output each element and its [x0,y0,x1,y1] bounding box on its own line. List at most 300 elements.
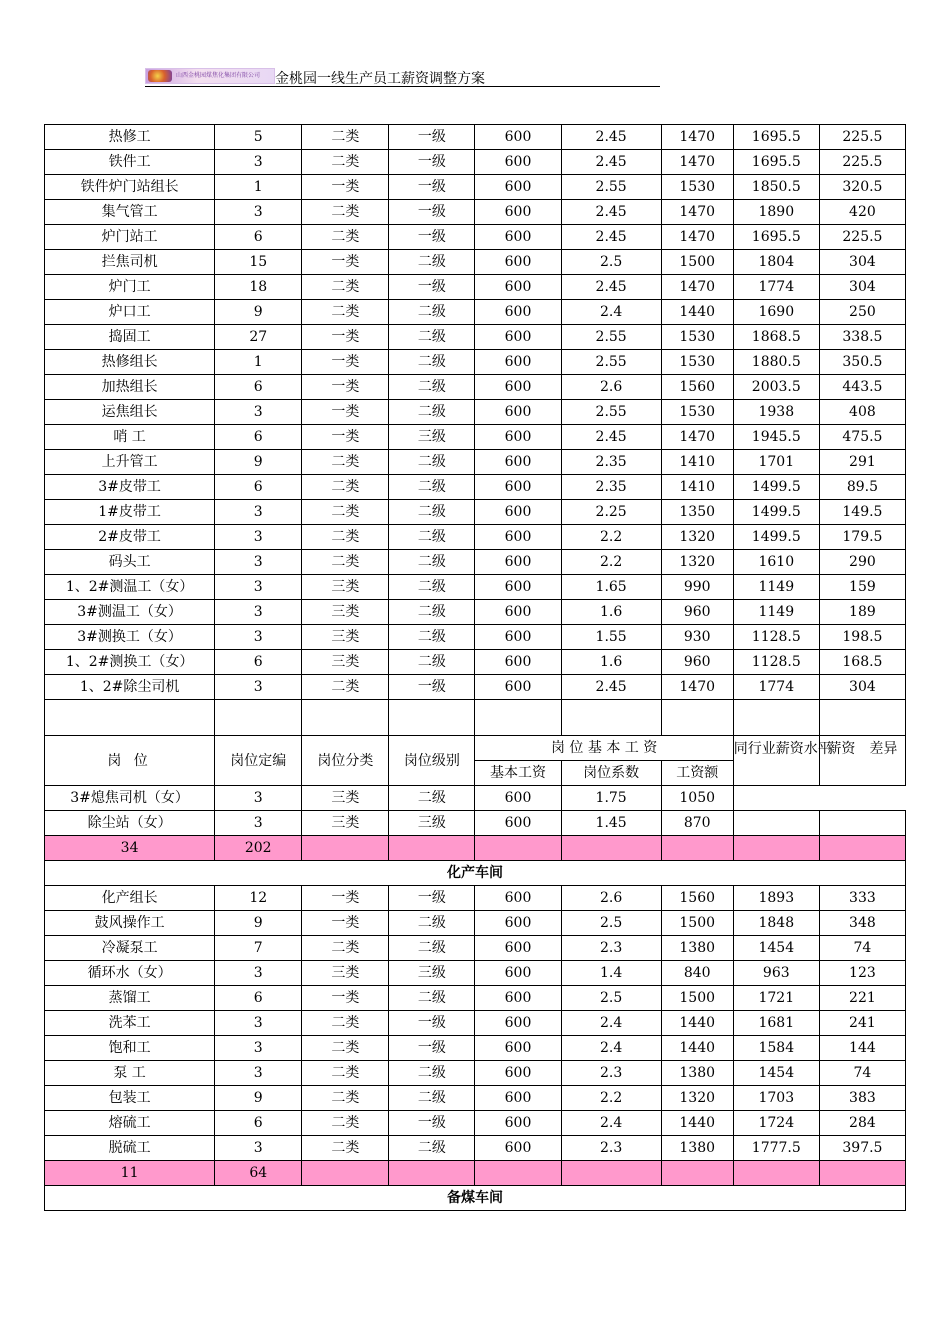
cell-post: 3#熄焦司机（女） [45,786,215,811]
cell-level: 二级 [389,650,475,675]
cell-base: 600 [475,936,561,961]
cell-coef: 2.4 [561,1036,661,1061]
cell-diff: 348 [819,911,905,936]
cell-coef: 2.55 [561,350,661,375]
subtotal-empty [561,836,661,861]
table-row [45,886,906,911]
cell-quota: 3 [215,1061,302,1086]
cell-coef: 2.6 [561,886,661,911]
cell-industry: 1610 [733,550,819,575]
cell-base: 600 [475,1136,561,1161]
cell-post: 热修工 [45,125,215,150]
cell-level: 二级 [389,936,475,961]
cell-industry: 1149 [733,575,819,600]
cell-category: 二类 [302,936,389,961]
cell-industry: 1945.5 [733,425,819,450]
table-row [45,575,906,600]
subtotal-empty [389,1161,475,1186]
cell-base: 600 [475,125,561,150]
cell-level: 二级 [389,325,475,350]
table-row [45,1136,906,1161]
cell-coef: 2.3 [561,1061,661,1086]
cell-diff: 338.5 [819,325,905,350]
cell-level: 二级 [389,550,475,575]
cell-post: 3#皮带工 [45,475,215,500]
cell-industry: 1868.5 [733,325,819,350]
cell-category: 一类 [302,350,389,375]
cell-base: 600 [475,200,561,225]
cell-base: 600 [475,811,561,836]
table-row [45,1036,906,1061]
cell-industry: 1695.5 [733,150,819,175]
cell-category: 三类 [302,575,389,600]
cell-quota: 3 [215,525,302,550]
cell-quota: 9 [215,300,302,325]
cell-coef: 2.35 [561,475,661,500]
cell-industry: 1681 [733,1011,819,1036]
cell-post: 码头工 [45,550,215,575]
cell-industry: 1499.5 [733,500,819,525]
table-row [45,911,906,936]
cell-coef: 2.45 [561,675,661,700]
cell-base: 600 [475,1086,561,1111]
cell-post: 3#测温工（女） [45,600,215,625]
cell-coef: 2.55 [561,400,661,425]
logo-mark-icon [148,70,172,82]
cell-quota: 3 [215,200,302,225]
subtotal-empty [819,836,905,861]
header-row-1 [45,736,906,761]
cell-quota: 9 [215,911,302,936]
cell-level: 一级 [389,275,475,300]
table-body-chem [45,886,906,1211]
cell-amount: 1500 [661,986,733,1011]
cell-quota: 6 [215,375,302,400]
cell-coef: 2.2 [561,550,661,575]
cell-coef: 2.25 [561,500,661,525]
cell-base: 600 [475,350,561,375]
table-row [45,325,906,350]
col-header-base: 基本工资 [475,761,561,786]
logo-text: 山西金桃园煤焦化集团有限公司 [176,72,261,79]
cell-level: 二级 [389,250,475,275]
cell-industry: 1584 [733,1036,819,1061]
cell-amount: 1410 [661,450,733,475]
cell-industry: 1848 [733,911,819,936]
cell-industry: 1777.5 [733,1136,819,1161]
cell-diff: 320.5 [819,175,905,200]
cell-amount: 1470 [661,225,733,250]
cell-post: 上升管工 [45,450,215,475]
cell-amount: 1440 [661,300,733,325]
cell-amount: 1380 [661,1061,733,1086]
cell-post: 加热组长 [45,375,215,400]
cell-diff: 89.5 [819,475,905,500]
cell-diff: 350.5 [819,350,905,375]
table-row [45,936,906,961]
cell-post: 铁件工 [45,150,215,175]
cell-coef: 1.4 [561,961,661,986]
cell-diff: 74 [819,936,905,961]
cell-level: 三级 [389,811,475,836]
table-row [45,1061,906,1086]
section-title: 化产车间 [45,861,906,886]
table-row [45,125,906,150]
cell-amount: 1530 [661,350,733,375]
subtotal-quota: 64 [215,1161,302,1186]
cell-base: 600 [475,986,561,1011]
cell-quota: 3 [215,1011,302,1036]
cell-category: 一类 [302,175,389,200]
cell-post: 泵 工 [45,1061,215,1086]
cell-diff: 291 [819,450,905,475]
cell-coef: 2.45 [561,200,661,225]
cell-diff: 290 [819,550,905,575]
cell-base: 600 [475,911,561,936]
cell-diff: 304 [819,675,905,700]
cell-amount: 870 [661,811,733,836]
cell-base: 600 [475,1011,561,1036]
document-title: 金桃园一线生产员工薪资调整方案 [275,71,485,87]
section-row [45,861,906,886]
cell-amount: 1380 [661,1136,733,1161]
table-row [45,600,906,625]
table-row [45,300,906,325]
cell-quota: 3 [215,811,302,836]
cell-category: 一类 [302,986,389,1011]
cell-diff: 420 [819,200,905,225]
cell-level: 二级 [389,575,475,600]
cell-base: 600 [475,675,561,700]
cell-base: 600 [475,1061,561,1086]
subtotal-empty [561,1161,661,1186]
cell-coef: 2.3 [561,936,661,961]
cell-level: 一级 [389,125,475,150]
table-header-block [45,700,906,786]
cell-coef: 2.55 [561,325,661,350]
cell-level: 三级 [389,425,475,450]
cell-category: 一类 [302,400,389,425]
cell-quota: 9 [215,450,302,475]
cell-coef: 1.45 [561,811,661,836]
cell-industry: 2003.5 [733,375,819,400]
col-header-diff: 薪资 差异 [819,736,905,786]
table-body-middle [45,786,906,886]
company-logo [145,68,275,84]
cell-post: 捣固工 [45,325,215,350]
cell-level: 二级 [389,911,475,936]
table-row [45,811,906,836]
col-header-level: 岗位级别 [389,736,475,786]
cell-diff: 304 [819,275,905,300]
col-header-category: 岗位分类 [302,736,389,786]
cell-quota: 3 [215,600,302,625]
cell-level: 二级 [389,1136,475,1161]
cell-diff: 284 [819,1111,905,1136]
cell-quota: 3 [215,575,302,600]
cell-base: 600 [475,425,561,450]
subtotal-count: 11 [45,1161,215,1186]
cell-post: 化产组长 [45,886,215,911]
cell-coef: 2.5 [561,250,661,275]
cell-industry: 1938 [733,400,819,425]
cell-quota: 3 [215,500,302,525]
cell-diff: 179.5 [819,525,905,550]
cell-diff: 144 [819,1036,905,1061]
cell-base: 600 [475,1036,561,1061]
cell-category: 三类 [302,600,389,625]
cell-coef: 1.65 [561,575,661,600]
cell-level: 二级 [389,400,475,425]
table-row [45,1111,906,1136]
cell-level: 二级 [389,986,475,1011]
cell-coef: 1.75 [561,786,661,811]
cell-base: 600 [475,1111,561,1136]
page-header [145,66,660,87]
subtotal-empty [302,1161,389,1186]
cell-diff: 198.5 [819,625,905,650]
cell-level: 二级 [389,1061,475,1086]
cell-diff: 225.5 [819,225,905,250]
cell-post: 洗苯工 [45,1011,215,1036]
cell-industry: 1128.5 [733,625,819,650]
cell-coef: 2.5 [561,986,661,1011]
cell-amount: 1560 [661,886,733,911]
cell-industry: 1149 [733,600,819,625]
cell-coef: 2.45 [561,275,661,300]
cell-category: 三类 [302,786,389,811]
cell-category: 一类 [302,375,389,400]
cell-amount: 1470 [661,425,733,450]
subtotal-empty [661,1161,733,1186]
cell-post: 炉门工 [45,275,215,300]
salary-table [44,124,906,1211]
cell-coef: 2.2 [561,1086,661,1111]
cell-amount: 1470 [661,125,733,150]
cell-post: 除尘站（女） [45,811,215,836]
cell-coef: 1.6 [561,600,661,625]
cell-industry: 1850.5 [733,175,819,200]
cell-coef: 2.55 [561,175,661,200]
cell-post: 循环水（女） [45,961,215,986]
cell-category: 二类 [302,200,389,225]
cell-amount: 1470 [661,200,733,225]
cell-diff: 304 [819,250,905,275]
cell-post: 饱和工 [45,1036,215,1061]
cell-quota: 3 [215,550,302,575]
cell-level: 二级 [389,350,475,375]
cell-quota: 6 [215,425,302,450]
cell-coef: 2.4 [561,1111,661,1136]
cell-coef: 2.6 [561,375,661,400]
cell-industry: 1890 [733,200,819,225]
cell-industry: 963 [733,961,819,986]
table-row [45,1011,906,1036]
cell-quota: 6 [215,225,302,250]
cell-base: 600 [475,650,561,675]
cell-level: 一级 [389,225,475,250]
cell-level: 二级 [389,525,475,550]
cell-category: 三类 [302,625,389,650]
cell-level: 一级 [389,175,475,200]
cell-category: 一类 [302,325,389,350]
cell-base: 600 [475,886,561,911]
cell-amount: 1350 [661,500,733,525]
cell-quota: 6 [215,475,302,500]
cell-level: 三级 [389,961,475,986]
cell-post: 冷凝泵工 [45,936,215,961]
cell-quota: 3 [215,400,302,425]
cell-diff: 250 [819,300,905,325]
cell-level: 二级 [389,1086,475,1111]
cell-amount: 1440 [661,1111,733,1136]
cell-industry: 1695.5 [733,125,819,150]
table-row [45,961,906,986]
subtotal-row [45,836,906,861]
cell-diff: 149.5 [819,500,905,525]
cell-post: 蒸馏工 [45,986,215,1011]
cell-base: 600 [475,475,561,500]
cell-base: 600 [475,550,561,575]
cell-amount: 1320 [661,525,733,550]
cell-amount: 1410 [661,475,733,500]
cell-level: 一级 [389,1111,475,1136]
cell-post: 炉口工 [45,300,215,325]
cell-category: 二类 [302,675,389,700]
cell-level: 二级 [389,375,475,400]
cell-category: 二类 [302,300,389,325]
cell-industry: 1454 [733,936,819,961]
cell-level: 二级 [389,300,475,325]
cell-quota: 27 [215,325,302,350]
cell-amount: 930 [661,625,733,650]
cell-industry [733,811,819,836]
subtotal-quota: 202 [215,836,302,861]
table-row [45,350,906,375]
cell-base: 600 [475,786,561,811]
cell-post: 3#测换工（女） [45,625,215,650]
cell-base: 600 [475,400,561,425]
cell-diff: 123 [819,961,905,986]
subtotal-empty [661,836,733,861]
cell-category: 二类 [302,1086,389,1111]
cell-diff: 168.5 [819,650,905,675]
col-header-post: 岗 位 [45,736,215,786]
cell-base: 600 [475,225,561,250]
cell-amount: 1320 [661,550,733,575]
cell-base: 600 [475,150,561,175]
cell-quota: 3 [215,961,302,986]
subtotal-row [45,1161,906,1186]
subtotal-empty [475,1161,561,1186]
table-row [45,525,906,550]
cell-diff: 397.5 [819,1136,905,1161]
cell-coef: 2.4 [561,300,661,325]
table-row [45,275,906,300]
cell-quota: 9 [215,1086,302,1111]
cell-coef: 2.2 [561,525,661,550]
cell-coef: 2.3 [561,1136,661,1161]
cell-category: 二类 [302,1111,389,1136]
cell-level: 一级 [389,1036,475,1061]
cell-post: 1、2#测换工（女） [45,650,215,675]
table-row [45,675,906,700]
cell-post: 2#皮带工 [45,525,215,550]
cell-diff: 241 [819,1011,905,1036]
cell-amount: 1500 [661,250,733,275]
cell-diff: 475.5 [819,425,905,450]
cell-base: 600 [475,450,561,475]
table-row [45,450,906,475]
cell-category: 三类 [302,650,389,675]
cell-quota: 6 [215,1111,302,1136]
cell-level: 一级 [389,886,475,911]
cell-industry: 1774 [733,275,819,300]
col-header-quota: 岗位定编 [215,736,302,786]
cell-amount: 840 [661,961,733,986]
cell-industry: 1499.5 [733,475,819,500]
cell-category: 二类 [302,500,389,525]
table-row [45,1086,906,1111]
col-header-coef: 岗位系数 [561,761,661,786]
cell-category: 二类 [302,275,389,300]
table-row [45,250,906,275]
cell-amount: 1380 [661,936,733,961]
cell-category: 一类 [302,886,389,911]
cell-category: 二类 [302,150,389,175]
cell-post: 熔硫工 [45,1111,215,1136]
col-header-base-group: 岗 位 基 本 工 资 [475,736,733,761]
cell-quota: 3 [215,150,302,175]
cell-base: 600 [475,325,561,350]
table-row [45,500,906,525]
cell-level: 二级 [389,600,475,625]
cell-diff: 74 [819,1061,905,1086]
cell-post: 1#皮带工 [45,500,215,525]
cell-amount: 1560 [661,375,733,400]
cell-quota: 6 [215,986,302,1011]
cell-category: 一类 [302,911,389,936]
cell-amount: 1320 [661,1086,733,1111]
table-row [45,650,906,675]
cell-post: 拦焦司机 [45,250,215,275]
cell-diff: 189 [819,600,905,625]
cell-quota: 18 [215,275,302,300]
cell-coef: 1.6 [561,650,661,675]
cell-industry: 1703 [733,1086,819,1111]
cell-diff [819,811,905,836]
cell-amount: 1500 [661,911,733,936]
cell-quota: 3 [215,625,302,650]
table-row [45,200,906,225]
blank-row [45,700,906,736]
cell-category: 二类 [302,1136,389,1161]
cell-category: 二类 [302,1036,389,1061]
cell-industry: 1721 [733,986,819,1011]
cell-amount: 1530 [661,400,733,425]
cell-category: 三类 [302,961,389,986]
cell-diff: 443.5 [819,375,905,400]
cell-quota: 15 [215,250,302,275]
cell-category: 一类 [302,425,389,450]
cell-coef: 2.35 [561,450,661,475]
cell-base: 600 [475,375,561,400]
table-row [45,550,906,575]
cell-industry: 1454 [733,1061,819,1086]
cell-category: 二类 [302,225,389,250]
cell-base: 600 [475,175,561,200]
cell-post: 鼓风操作工 [45,911,215,936]
